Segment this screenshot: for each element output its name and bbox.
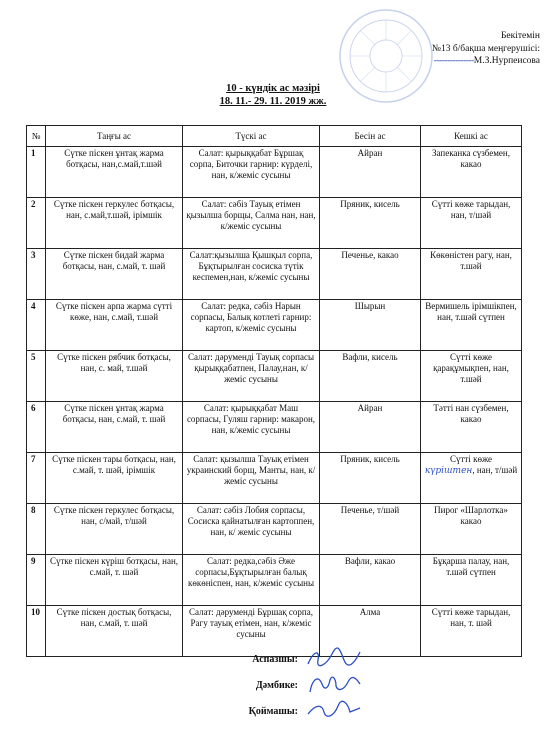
cell-snack: Шырын (320, 300, 421, 351)
cell-dinner: Сүтті көже тарыдан, нан, т. шәй (421, 606, 522, 657)
approval-heading: Бекітемін (500, 31, 540, 41)
table-row (27, 504, 522, 555)
cell-lunch: Салат: қырыққабат Бұршақ сорпа, Биточки гарнир: күрделі, нан, к/жеміс сусыны (183, 147, 320, 198)
cell-snack: Печенье, т/шәй (320, 504, 421, 555)
cell-breakfast: Сүтке піскен геркулес ботқасы, нан, с/май, т/шәй (46, 504, 183, 555)
cell-breakfast: Сүтке піскен ұнтақ жарма ботқасы, нан,с.май,т.шәй (46, 147, 183, 198)
cell-dinner: Тәтті нан сүзбемен, какао (421, 402, 522, 453)
table-row (27, 606, 522, 657)
cell-dinner: Пирог «Шарлотка» какао (421, 504, 522, 555)
row-number: 7 (27, 453, 46, 504)
cell-dinner: Вермишель ірімшікпен, нан, т.шәй сүтпен (421, 300, 522, 351)
dinner-text-b: , нан, т/шәй (472, 465, 518, 475)
row-number: 10 (27, 606, 46, 657)
table-row (27, 300, 522, 351)
table-row (27, 147, 522, 198)
row-number: 3 (27, 249, 46, 300)
title-line-1: 10 - күндік ас мәзірі (226, 83, 320, 94)
dinner-text-a: Сүтті көже (449, 454, 493, 464)
cell-breakfast: Сүтке піскен бидай жарма ботқасы, нан, с.май, т. шәй (46, 249, 183, 300)
cell-lunch: Салат: сәбіз Лобия сорпасы, Сосиска қайнатылған картоппен, нан, к/ жеміс сусыны (183, 504, 320, 555)
cell-snack: Пряник, кисель (320, 453, 421, 504)
cook-signature-icon (304, 646, 364, 670)
menu-table (26, 125, 522, 657)
cell-snack: Айран (320, 402, 421, 453)
row-number: 1 (27, 147, 46, 198)
cell-lunch: Салат: қызылша Тауық етімен украинский борщ, Манты, нан, к/жеміс сусыны (183, 453, 320, 504)
handwritten-correction: күріштен (424, 466, 473, 476)
table-row (27, 198, 522, 249)
approval-position: №13 б/бақша меңгерушісі: (431, 43, 540, 54)
table-row (27, 351, 522, 402)
table-header-row (27, 126, 522, 147)
signature-dietitian (0, 676, 546, 696)
storekeeper-signature-icon (304, 698, 364, 720)
row-number: 6 (27, 402, 46, 453)
approval-signature-line (392, 55, 540, 68)
cell-breakfast: Сүтке піскен рябчик ботқасы, нан, с. май, т.шәй (46, 351, 183, 402)
cook-label: Аспазшы: (252, 654, 298, 665)
table-row (27, 402, 522, 453)
approver-name: М.З.Нурпеисова (473, 56, 540, 66)
title-date-range: 18. 11.- 29. 11. 2019 жж. (219, 96, 327, 107)
header-lunch: Түскі ас (183, 126, 320, 147)
header-dinner: Кешкі ас (421, 126, 522, 147)
row-number: 4 (27, 300, 46, 351)
cell-lunch: Салат: дәрумендi Тауық сорпасы қырыққабатпен, Палау,нан, к/жеміс сусыны (183, 351, 320, 402)
cell-breakfast: Сүтке піскен достық ботқасы, нан, с.май, т. шәй (46, 606, 183, 657)
signature-storekeeper (0, 702, 546, 722)
cell-breakfast: Сүтке піскен ұнтақ жарма ботқасы, нан, с.май, т. шәй (46, 402, 183, 453)
cell-dinner: Сүтті көже тарыдан, нан, т/шәй (421, 198, 522, 249)
header-snack: Бесін ас (320, 126, 421, 147)
header-number: № (27, 126, 46, 147)
cell-snack: Печенье, какао (320, 249, 421, 300)
cell-dinner: Көкөністен рагу, нан, т.шәй (421, 249, 522, 300)
cell-dinner (421, 453, 522, 504)
cell-dinner: Сүтті көже қарақұмықпен, нан, т.шәй (421, 351, 522, 402)
cell-dinner: Бұқарша палау, нан, т.шәй сүтпен (421, 555, 522, 606)
dietitian-signature-icon (304, 672, 364, 698)
cell-breakfast: Сүтке піскен арпа жарма сүтті көже, нан, с.май, т.шәй (46, 300, 183, 351)
header-breakfast: Таңғы ас (46, 126, 183, 147)
cell-breakfast: Сүтке піскен тары ботқасы, нан, с.май, т. шәй, ірімшік (46, 453, 183, 504)
row-number: 5 (27, 351, 46, 402)
cell-breakfast: Сүтке піскен күріш ботқасы, нан, с.май, т. шәй (46, 555, 183, 606)
cell-snack: Вафли, кисель (320, 351, 421, 402)
row-number: 9 (27, 555, 46, 606)
row-number: 2 (27, 198, 46, 249)
cell-lunch: Салат: редка, сәбіз Нарын сорпасы, Балық котлеті гарнир: картоп, к/жеміс сусыны (183, 300, 320, 351)
cell-snack: Вафли, какао (320, 555, 421, 606)
cell-lunch: Салат: редка,сәбіз Әже сорпасы,Бұқтырылған балық көкөніспен, нан, к/жеміс сусыны (183, 555, 320, 606)
cell-snack: Пряник, кисель (320, 198, 421, 249)
cell-lunch: Салат:қызылша Қышқыл сорпа, Бұқтырылған сосиска түтік кеспемен,нан, к/жеміс сусыны (183, 249, 320, 300)
cell-snack: Айран (320, 147, 421, 198)
cell-lunch: Салат: сәбіз Тауық етімен қызылша борщы, Салма нан, нан, к/жеміс сусыны (183, 198, 320, 249)
approval-block (392, 30, 540, 68)
cell-breakfast: Сүтке піскен геркулес ботқасы, нан, с.май,т.шәй, ірімшік (46, 198, 183, 249)
cell-snack: Алма (320, 606, 421, 657)
cell-dinner: Запеканка сүзбемен, какао (421, 147, 522, 198)
table-row (27, 555, 522, 606)
storekeeper-label: Қоймашы: (248, 706, 298, 717)
signature-cook (0, 650, 546, 670)
table-row (27, 249, 522, 300)
row-number: 8 (27, 504, 46, 555)
dietitian-label: Дәмбике: (255, 680, 298, 691)
document-title (0, 82, 546, 108)
cell-lunch: Салат: қырыққабат Маш сорпасы, Гуляш гарнир: макарон, нан, к/жеміс сусыны (183, 402, 320, 453)
signature-dash: --------------- (433, 56, 474, 66)
table-row (27, 453, 522, 504)
cell-lunch: Салат: дәрумендi Бұршақ сорпа, Рагу тауық етімен, нан, к/жеміс сусыны (183, 606, 320, 657)
